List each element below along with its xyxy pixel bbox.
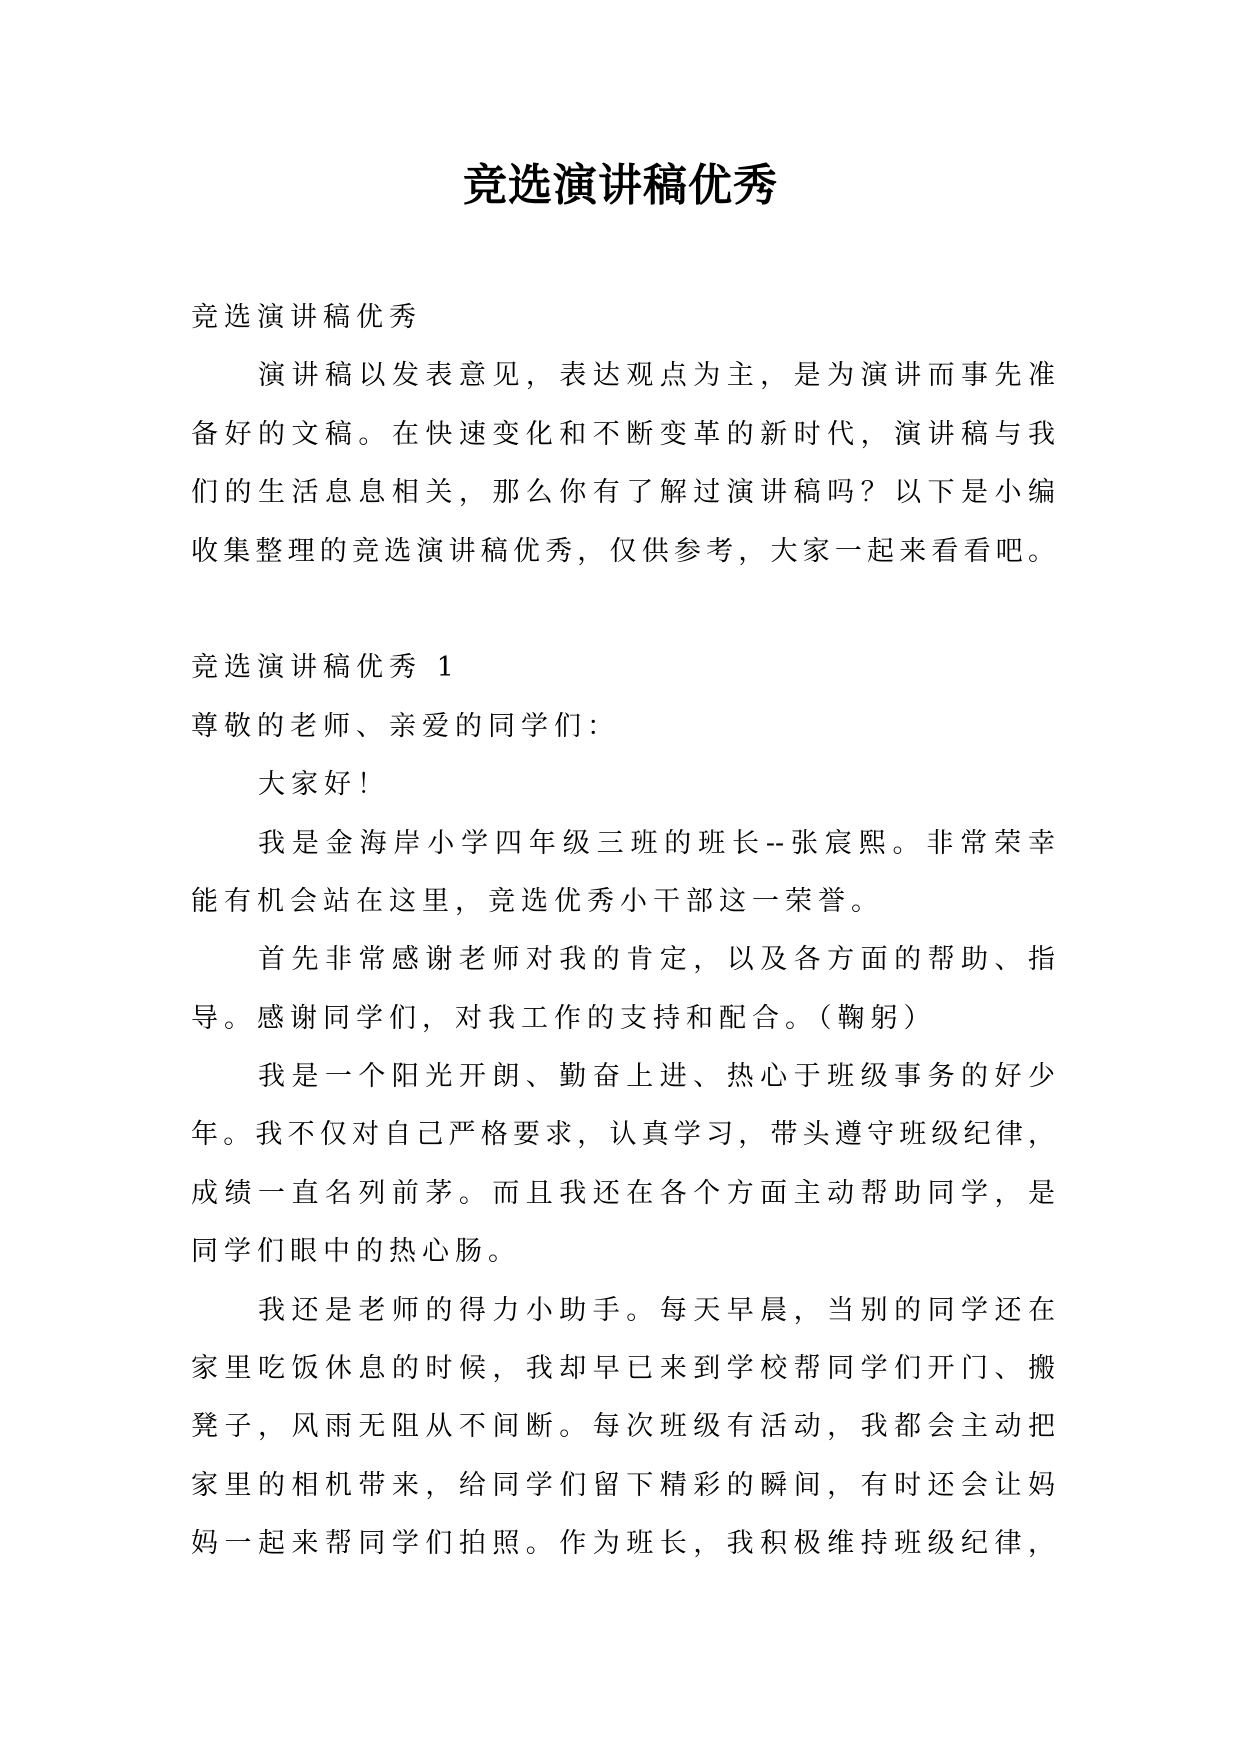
paragraph-line: 年。我不仅对自己严格要求，认真学习，带头遵守班级纪律， <box>191 1119 1055 1151</box>
paragraph-line: 备好的文稿。在快速变化和不断变革的新时代，演讲稿与我 <box>191 418 1055 450</box>
paragraph-line: 凳子，风雨无阻从不间断。每次班级有活动，我都会主动把 <box>191 1411 1055 1443</box>
section-heading: 竞选演讲稿优秀 1 <box>191 652 460 684</box>
body-paragraph <box>191 815 1055 932</box>
document-body <box>191 289 1055 1574</box>
intro-paragraph <box>191 347 1055 581</box>
page-title: 竞选演讲稿优秀 <box>463 160 778 211</box>
paragraph-line: 我是一个阳光开朗、勤奋上进、热心于班级事务的好少 <box>258 1061 1055 1093</box>
paragraph-line: 演讲稿以发表意见，表达观点为主，是为演讲而事先准 <box>258 360 1055 392</box>
paragraph-line: 能有机会站在这里，竞选优秀小干部这一荣誉。 <box>191 885 884 917</box>
body-paragraph <box>191 1048 1055 1282</box>
paragraph-line: 我是金海岸小学四年级三班的班长--张宸熙。非常荣幸 <box>258 827 1055 859</box>
paragraph-line: 我还是老师的得力小助手。每天早晨，当别的同学还在 <box>258 1294 1055 1326</box>
paragraph-line: 家里吃饭休息的时候，我却早已来到学校帮同学们开门、搬 <box>191 1353 1055 1385</box>
paragraph-line: 成绩一直名列前茅。而且我还在各个方面主动帮助同学，是 <box>191 1177 1055 1209</box>
paragraph-line: 们的生活息息相关，那么你有了解过演讲稿吗？以下是小编 <box>191 477 1055 509</box>
paragraph-line: 导。感谢同学们，对我工作的支持和配合。（鞠躬） <box>191 1002 937 1034</box>
blank-line <box>191 581 1055 639</box>
greeting: 大家好！ <box>258 769 390 801</box>
paragraph-line: 首先非常感谢老师对我的肯定，以及各方面的帮助、指 <box>258 944 1055 976</box>
salutation: 尊敬的老师、亲爱的同学们： <box>191 710 620 742</box>
paragraph-line: 同学们眼中的热心肠。 <box>191 1236 521 1268</box>
body-paragraph <box>191 931 1055 1048</box>
paragraph-line: 妈一起来帮同学们拍照。作为班长，我积极维持班级纪律， <box>191 1528 1055 1560</box>
body-paragraph <box>191 1282 1055 1574</box>
paragraph-line: 家里的相机带来，给同学们留下精彩的瞬间，有时还会让妈 <box>191 1469 1055 1501</box>
paragraph-line: 收集整理的竞选演讲稿优秀，仅供参考，大家一起来看看吧。 <box>191 535 1055 567</box>
document-subtitle: 竞选演讲稿优秀 <box>191 302 422 333</box>
